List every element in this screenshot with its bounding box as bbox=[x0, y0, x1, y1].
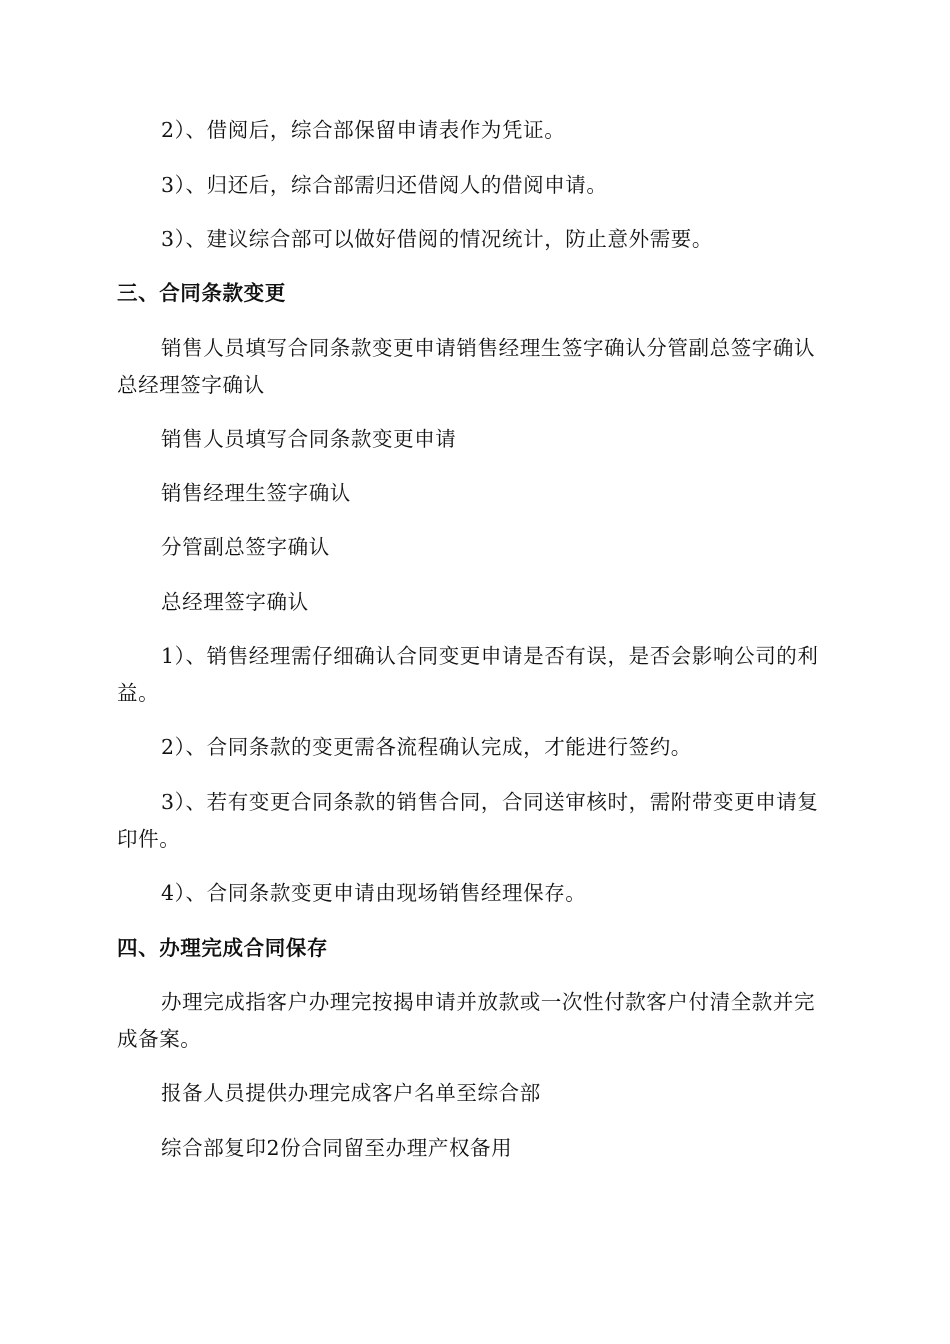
paragraph-step-sales-manager: 销售经理生签字确认 bbox=[161, 481, 351, 505]
paragraph-completion-definition: 办理完成指客户办理完按揭申请并放款或一次性付款客户付清全款并完成备案。 bbox=[117, 990, 816, 1051]
paragraph-note-3: 3）、若有变更合同条款的销售合同，合同送审核时，需附带变更申请复印件。 bbox=[117, 790, 819, 851]
paragraph-step-deputy: 分管副总签字确认 bbox=[161, 535, 330, 559]
section-heading-completion: 四、办理完成合同保存 bbox=[117, 936, 328, 960]
paragraph-return: 3）、归还后，综合部需归还借阅人的借阅申请。 bbox=[161, 173, 608, 197]
paragraph-note-1: 1）、销售经理需仔细确认合同变更申请是否有误，是否会影响公司的利益。 bbox=[117, 644, 819, 705]
paragraph-report-list: 报备人员提供办理完成客户名单至综合部 bbox=[161, 1081, 541, 1105]
paragraph-step-fill-application: 销售人员填写合同条款变更申请 bbox=[161, 427, 457, 451]
paragraph-note-2: 2）、合同条款的变更需各流程确认完成，才能进行签约。 bbox=[161, 735, 692, 759]
paragraph-note-4: 4）、合同条款变更申请由现场销售经理保存。 bbox=[161, 881, 587, 905]
paragraph-borrow-retain: 2）、借阅后，综合部保留申请表作为凭证。 bbox=[161, 118, 566, 142]
section-heading-contract-change: 三、合同条款变更 bbox=[117, 281, 286, 305]
paragraph-change-flow: 销售人员填写合同条款变更申请销售经理生签字确认分管副总签字确认总经理签字确认 bbox=[117, 336, 816, 397]
paragraph-step-general-manager: 总经理签字确认 bbox=[161, 590, 309, 614]
paragraph-statistics: 3）、建议综合部可以做好借阅的情况统计，防止意外需要。 bbox=[161, 227, 713, 251]
paragraph-copy-contracts: 综合部复印2份合同留至办理产权备用 bbox=[161, 1136, 513, 1160]
